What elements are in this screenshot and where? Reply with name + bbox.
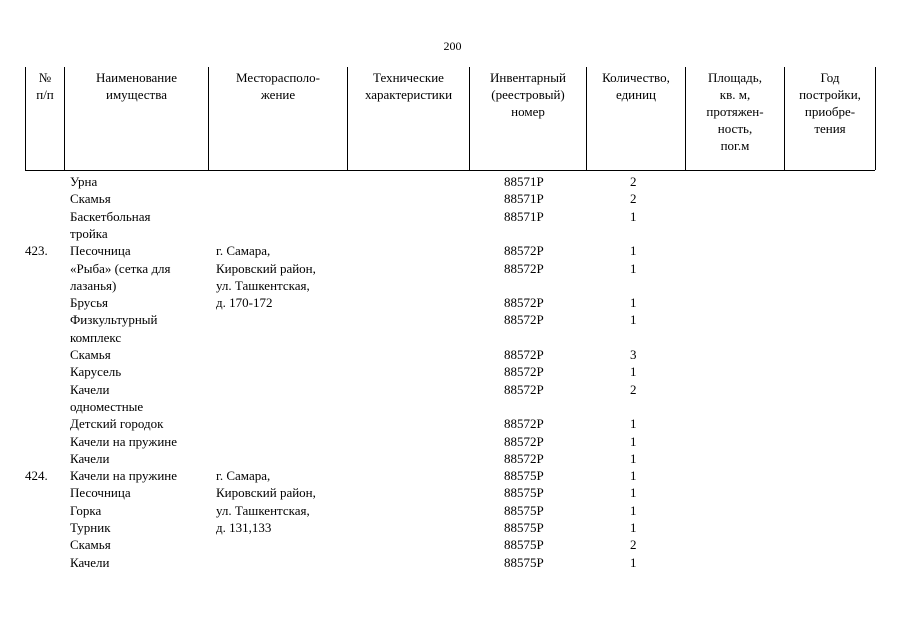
item-number: 423. xyxy=(25,243,48,259)
header-line: кв. м, xyxy=(719,87,751,102)
item-quantity: 2 xyxy=(630,174,637,189)
table-row xyxy=(0,484,905,501)
item-quantity: 1 xyxy=(630,433,637,449)
header-line: Площадь, xyxy=(708,70,762,85)
item-name: Турник xyxy=(70,520,111,535)
item-quantity: 1 xyxy=(630,208,637,224)
item-inventory-number: 88575Р xyxy=(504,537,544,553)
item-inventory-number: 88572Р xyxy=(504,347,544,362)
item-inventory-number: 88575Р xyxy=(504,485,544,501)
header-line: протяжен- xyxy=(706,104,764,119)
header-line: (реестровый) xyxy=(491,87,565,102)
item-quantity: 1 xyxy=(630,312,637,328)
header-line: ность, xyxy=(717,121,753,136)
header-col-specs xyxy=(348,67,470,170)
item-inventory-number: 88571Р xyxy=(504,208,544,224)
item-inventory-number: 88572Р xyxy=(504,364,544,380)
item-name: Скамья xyxy=(70,347,111,362)
item-name: Качели xyxy=(70,554,110,570)
table-row xyxy=(0,519,905,536)
item-quantity: 2 xyxy=(630,381,637,397)
header-line: приобре- xyxy=(804,104,856,119)
item-name: Детский городок xyxy=(70,416,164,432)
table-row xyxy=(0,363,905,380)
item-inventory-number: 88575Р xyxy=(504,468,544,484)
header-line: № xyxy=(38,70,52,85)
item-quantity: 2 xyxy=(630,191,637,207)
item-quantity: 1 xyxy=(630,502,637,518)
item-inventory-number: 88572Р xyxy=(504,450,544,466)
header-line: номер xyxy=(511,104,545,119)
item-name: Горка xyxy=(70,502,102,518)
item-name: Качели на пружине xyxy=(70,433,178,449)
table-row xyxy=(0,225,905,242)
header-col-location xyxy=(209,67,348,170)
item-quantity: 1 xyxy=(630,520,637,535)
table-row xyxy=(0,467,905,484)
item-name: Карусель xyxy=(70,364,122,380)
item-inventory-number: 88572Р xyxy=(504,433,544,449)
item-name: Скамья xyxy=(70,191,111,207)
item-location: г. Самара, xyxy=(216,468,271,484)
table-row xyxy=(0,536,905,553)
item-location: д. 170-172 xyxy=(216,295,273,311)
item-number: 424. xyxy=(25,468,48,484)
table-row xyxy=(0,260,905,277)
item-quantity: 1 xyxy=(630,468,637,484)
header-line: п/п xyxy=(36,87,54,102)
header-col-quantity xyxy=(587,67,686,170)
header-line: тения xyxy=(814,121,846,136)
header-line: характеристики xyxy=(364,87,453,102)
item-inventory-number: 88575Р xyxy=(504,502,544,518)
header-line: единиц xyxy=(615,87,657,102)
item-inventory-number: 88572Р xyxy=(504,243,544,259)
header-line: имущества xyxy=(106,87,167,102)
header-col-area xyxy=(686,67,785,170)
table-row xyxy=(0,173,905,190)
item-inventory-number: 88572Р xyxy=(504,416,544,432)
item-location: ул. Ташкентская, xyxy=(216,277,310,293)
header-line: пог.м xyxy=(720,138,750,153)
item-inventory-number: 88572Р xyxy=(504,295,544,311)
header-col-name xyxy=(65,67,209,170)
item-quantity: 1 xyxy=(630,485,637,501)
table-row xyxy=(0,294,905,311)
header-line: жение xyxy=(260,87,296,102)
item-quantity: 1 xyxy=(630,554,637,570)
item-location: д. 131,133 xyxy=(216,520,272,535)
item-name: Физкультурный xyxy=(70,312,158,328)
table-row xyxy=(0,381,905,398)
table-row xyxy=(0,242,905,259)
item-inventory-number: 88571Р xyxy=(504,174,544,189)
item-quantity: 3 xyxy=(630,347,637,362)
item-inventory-number: 88572Р xyxy=(504,260,544,276)
table-row xyxy=(0,450,905,467)
table-row xyxy=(0,208,905,225)
item-name: тройка xyxy=(70,225,108,241)
table-row xyxy=(0,502,905,519)
item-location: ул. Ташкентская, xyxy=(216,502,310,518)
header-line: Количество, xyxy=(602,70,670,85)
item-name: Песочница xyxy=(70,485,131,501)
item-name: комплекс xyxy=(70,329,122,345)
item-quantity: 1 xyxy=(630,450,637,466)
item-inventory-number: 88575Р xyxy=(504,520,544,535)
header-col-inventory xyxy=(470,67,587,170)
item-name: Баскетбольная xyxy=(70,208,151,224)
table-row xyxy=(0,329,905,346)
item-location: г. Самара, xyxy=(216,243,271,259)
item-name: Качели xyxy=(70,381,110,397)
item-quantity: 1 xyxy=(630,364,637,380)
item-quantity: 1 xyxy=(630,295,637,311)
item-quantity: 1 xyxy=(630,243,637,259)
table-row xyxy=(0,398,905,415)
item-name: Скамья xyxy=(70,537,111,553)
header-line: Месторасполо- xyxy=(236,70,320,85)
item-name: «Рыба» (сетка для xyxy=(70,260,171,276)
item-quantity: 1 xyxy=(630,416,637,432)
table-row xyxy=(0,433,905,450)
item-inventory-number: 88572Р xyxy=(504,312,544,328)
item-name: Качели xyxy=(70,450,110,466)
item-name: Брусья xyxy=(70,295,108,311)
table-row xyxy=(0,190,905,207)
header-line: постройки, xyxy=(799,87,861,102)
header-line: Год xyxy=(820,70,840,85)
item-name: одноместные xyxy=(70,398,144,414)
item-location: Кировский район, xyxy=(216,485,316,501)
header-col-year xyxy=(785,67,876,170)
table-header xyxy=(25,67,875,171)
header-line: Технические xyxy=(373,70,444,85)
header-line: Инвентарный xyxy=(490,70,566,85)
item-name: лазанья) xyxy=(70,277,117,293)
table-row xyxy=(0,311,905,328)
table-row xyxy=(0,415,905,432)
table-row xyxy=(0,554,905,571)
item-location: Кировский район, xyxy=(216,260,316,276)
item-quantity: 2 xyxy=(630,537,637,553)
item-inventory-number: 88571Р xyxy=(504,191,544,207)
item-inventory-number: 88572Р xyxy=(504,381,544,397)
item-name: Качели на пружине xyxy=(70,468,178,484)
header-col-number xyxy=(26,67,65,170)
item-quantity: 1 xyxy=(630,260,637,276)
table-row xyxy=(0,346,905,363)
header-line: Наименование xyxy=(96,70,177,85)
item-name: Урна xyxy=(70,174,98,189)
item-name: Песочница xyxy=(70,243,131,259)
table-row xyxy=(0,277,905,294)
page-number: 200 xyxy=(443,39,462,53)
item-inventory-number: 88575Р xyxy=(504,554,544,570)
